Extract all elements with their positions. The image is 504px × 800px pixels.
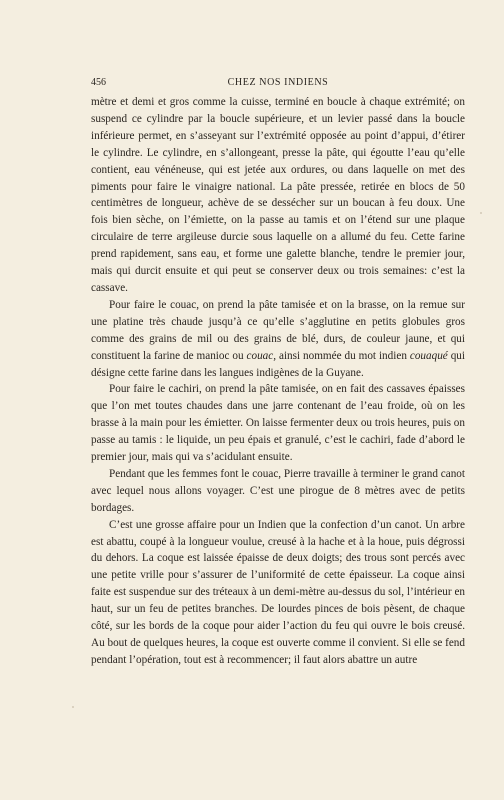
paragraph (91, 466, 465, 517)
text-run: qui désigne cette farine dans les langues indigènes de la Guyane. (91, 349, 465, 379)
paragraph (91, 94, 465, 297)
page-number: 456 (91, 77, 106, 88)
body-text (91, 94, 465, 669)
text-run: Pour faire le cachiri, on prend la pâte tamisée, on en fait des cassaves épaisses que l’on met toutes chaudes dans une jarre contenant de l’eau froide, où on les brasse à la main pour les émietter. On laisse fermenter deux ou trois heures, puis on passe au tamis : le liquide, un peu épais et granulé, c’est le cachiri, fade d’abord le premier jour, mais qui va s’acidulant ensuite. (91, 383, 465, 464)
text-run: Pour faire le couac, on prend la pâte tamisée et on la brasse, on la remue sur une platine très chaude jusqu’à ce qu’elle s’agglutine en petits globules gros comme des grains de mil ou des grains de blé, durs, de couleur jaune, et qui constituent la farine de manioc ou (91, 298, 465, 362)
text-run: mètre et demi et gros comme la cuisse, terminé en boucle à chaque extrémité; on suspend ce cylindre par la boucle supérieure, et un levier passé dans la boucle inférieure permet, en s’asseyant sur l’extrémité opposée au point d’appui, d’étirer le cylindre. Le cylindre, en s’allongeant, presse la pâte, qui égoutte l’eau qu’elle contient, eau vénéneuse, qui est jetée aux ordures, ou dans laquelle on met des piments pour faire le vinaigre national. La pâte pressée, retirée en blocs de 50 centimètres de longueur, achève de se dessécher sur un boucan à feu doux. Une fois bien sèche, on l’émiette, on la passe au tamis et on l’étend sur une plaque circulaire de terre argileuse durcie sous laquelle on a allumé du feu. Cette farine prend rapidement, sans eau, et forme une galette blanche, tendre le premier jour, mais qui durcit ensuite et qui peut se conserver deux ou trois semaines: c’est la cassave. (91, 96, 465, 294)
italic-term: couaqué (409, 349, 448, 362)
paragraph (91, 517, 465, 669)
running-title: CHEZ NOS INDIENS (227, 77, 329, 88)
paper-speck (480, 212, 482, 214)
paragraph (91, 381, 465, 466)
italic-term: couac, (246, 349, 277, 362)
paragraph (91, 297, 465, 382)
text-run: C’est une grosse affaire pour un Indien que la confection d’un canot. Un arbre est abattu, coupé à la longueur voulue, creusé à la hache et à la houe, puis dégrossi du dehors. La coque est laissée épaisse de deux doigts; des trous sont percés avec une petite vrille pour s’assurer de l’uniformité de cette épaisseur. La coque ainsi faite est suspendue sur des tréteaux à un demi-mètre au-dessus du sol, l’intérieur en haut, sur un feu de petites branches. De lourdes pinces de bois pèsent, de chaque côté, sur les bords de la coque pour aider l’action du feu qui ouvre le bois creusé. Au bout de quelques heures, la coque est ouverte comme il convient. Si elle se fend pendant l’opération, tout est à recommencer; il faut alors abattre un autre (91, 518, 465, 666)
paper-speck (72, 706, 74, 708)
text-run: ainsi nommée du mot indien (276, 349, 410, 362)
page-header (91, 76, 465, 90)
text-run: Pendant que les femmes font le couac, Pierre travaille à terminer le grand canot avec lequel nous allons voyager. C’est une pirogue de 8 mètres avec de petits bordages. (91, 467, 465, 514)
